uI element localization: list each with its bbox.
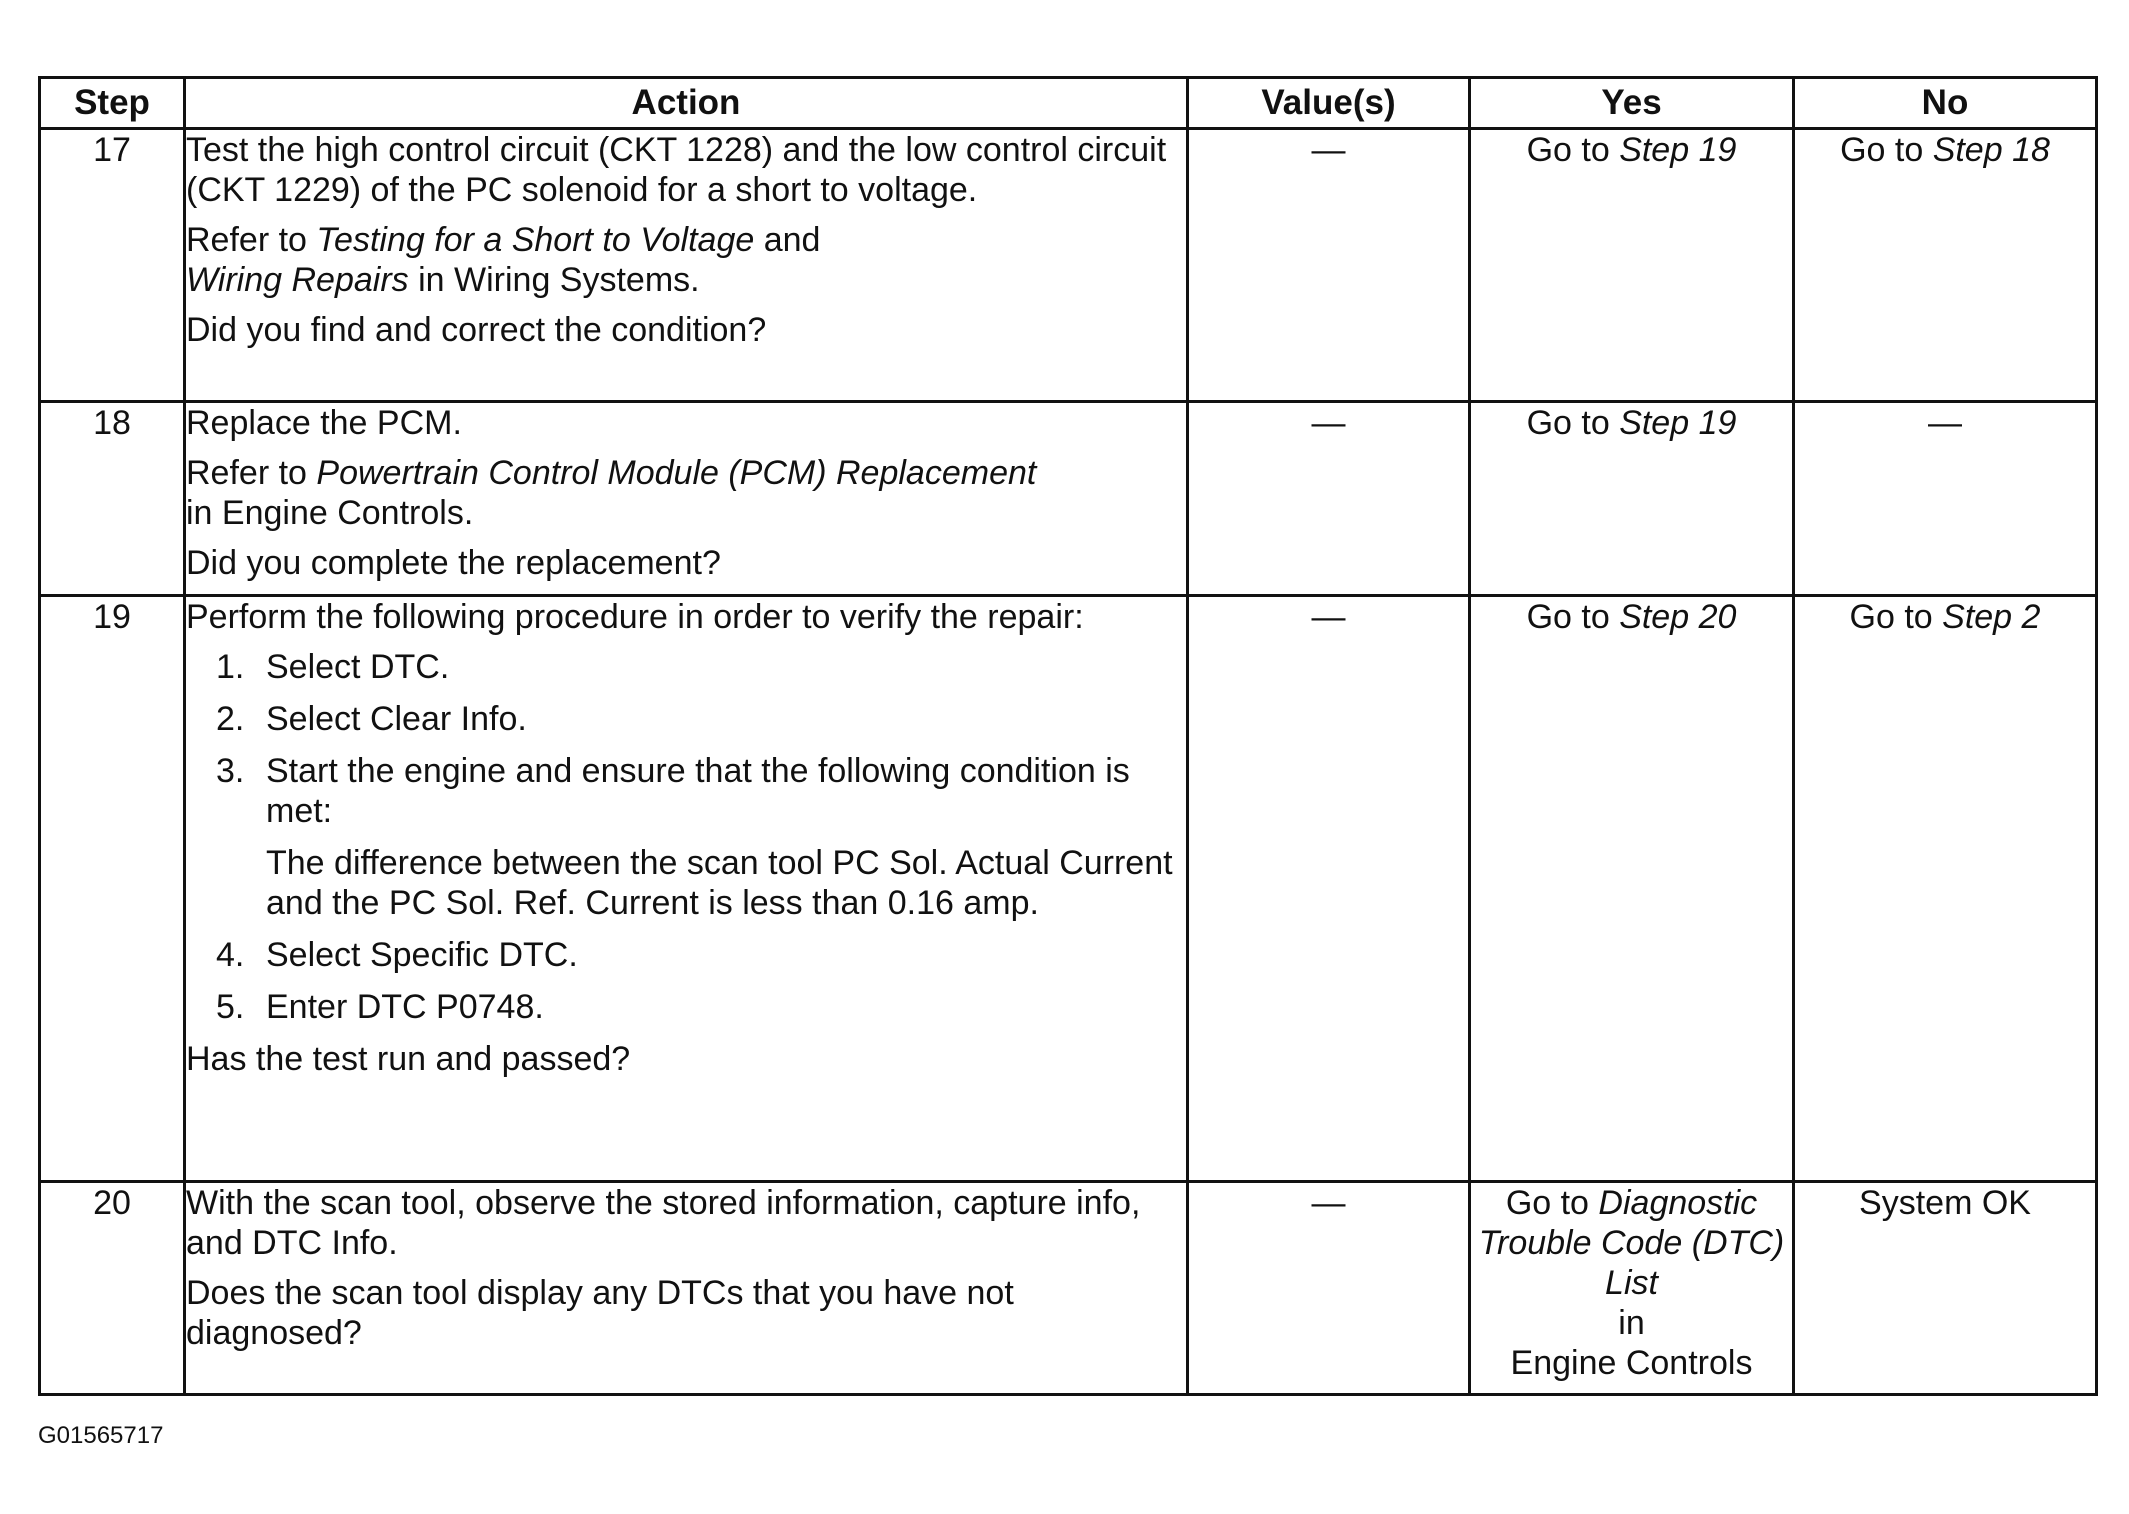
action-reference: Refer to Powertrain Control Module (PCM) Replacement in Engine Controls. [186,454,1037,532]
reference-link: Powertrain Control Module (PCM) Replacement [316,454,1037,492]
action-cell [185,1182,1188,1395]
header-yes: Yes [1470,78,1794,129]
list-item: 3. Start the engine and ensure that the following condition is met: The difference between the scan tool PC Sol. Actual Current and the PC Sol. Ref. Current is less than 0.16 amp. [216,751,1186,923]
yes-cell: Go to Step 19 [1470,129,1794,402]
action-cell [185,129,1188,402]
yes-cell: Go to Step 19 [1470,402,1794,596]
header-action: Action [185,78,1188,129]
value-cell: — [1188,402,1470,596]
reference-link: Diagnostic Trouble Code (DTC) List [1478,1184,1785,1302]
header-no: No [1794,78,2097,129]
reference-link: Wiring Repairs [186,261,409,299]
no-cell: — [1794,402,2097,596]
action-cell [185,596,1188,1182]
procedure-list [186,647,1186,1027]
table-row-step-17 [40,129,2097,402]
step-number: 17 [40,129,185,402]
step-link: Step 18 [1932,131,2050,169]
list-item: 5. Enter DTC P0748. [216,988,544,1026]
header-values: Value(s) [1188,78,1470,129]
list-item: 2. Select Clear Info. [216,700,527,738]
diagnostic-table [38,76,2098,1396]
step-link: Step 19 [1619,404,1737,442]
action-question: Did you complete the replacement? [186,544,721,582]
action-instruction: With the scan tool, observe the stored information, capture info, and DTC Info. [186,1184,1141,1262]
yes-cell: Go to Step 20 [1470,596,1794,1182]
figure-id: G01565717 [38,1422,164,1449]
no-cell: Go to Step 18 [1794,129,2097,402]
action-cell [185,402,1188,596]
yes-cell: Go to Diagnostic Trouble Code (DTC) List in Engine Controls [1470,1182,1794,1395]
step-number: 20 [40,1182,185,1395]
step-number: 19 [40,596,185,1182]
header-row [40,78,2097,129]
table-row-step-18 [40,402,2097,596]
step-number: 18 [40,402,185,596]
list-item-detail: The difference between the scan tool PC Sol. Actual Current and the PC Sol. Ref. Current is less than 0.16 amp. [266,844,1173,922]
no-cell: Go to Step 2 [1794,596,2097,1182]
step-link: Step 2 [1942,598,2041,636]
value-cell: — [1188,1182,1470,1395]
step-link: Step 20 [1619,598,1737,636]
action-question: Did you find and correct the condition? [186,311,767,349]
reference-link: Testing for a Short to Voltage [316,221,755,259]
no-cell: System OK [1794,1182,2097,1395]
value-cell: — [1188,596,1470,1182]
list-item: 4. Select Specific DTC. [216,936,578,974]
table-row-step-20 [40,1182,2097,1395]
list-item: 1. Select DTC. [216,648,450,686]
action-question: Has the test run and passed? [186,1040,631,1078]
header-step: Step [40,78,185,129]
action-instruction: Perform the following procedure in order to verify the repair: [186,598,1084,636]
table-row-step-19 [40,596,2097,1182]
action-instruction: Replace the PCM. [186,404,462,442]
action-question: Does the scan tool display any DTCs that you have not diagnosed? [186,1274,1014,1352]
action-reference: Refer to Testing for a Short to Voltage and Wiring Repairs in Wiring Systems. [186,221,821,299]
value-cell: — [1188,129,1470,402]
step-link: Step 19 [1619,131,1737,169]
action-instruction: Test the high control circuit (CKT 1228) and the low control circuit (CKT 1229) of the PC solenoid for a short to voltage. [186,131,1167,209]
